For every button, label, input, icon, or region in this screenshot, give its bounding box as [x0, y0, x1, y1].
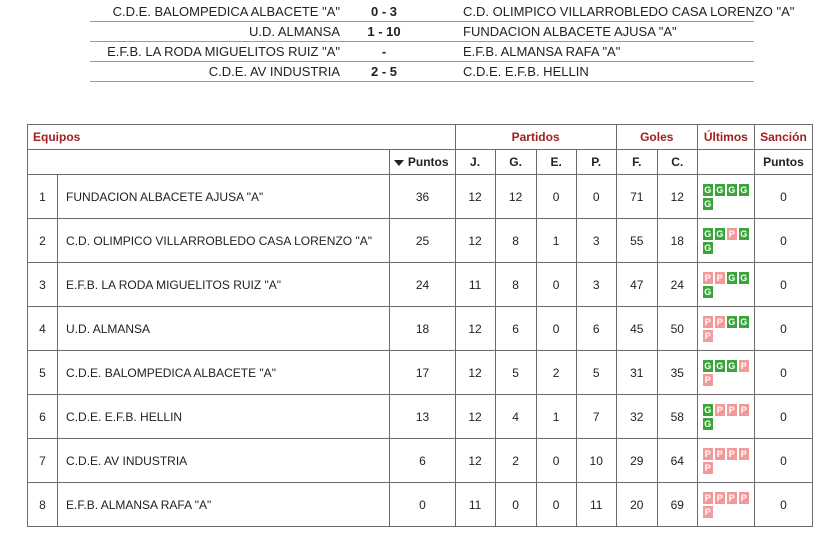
stat-p-cell: 10: [576, 439, 616, 483]
stat-j-cell: 11: [455, 483, 495, 527]
table-row: [28, 483, 813, 527]
result-badge[interactable]: G: [704, 404, 712, 415]
stat-c-cell: 24: [657, 263, 697, 307]
header-ultimos: Últimos: [697, 125, 754, 150]
header-row-columns: [28, 150, 813, 175]
last-results-cell: [697, 395, 754, 439]
stat-g-cell: 2: [495, 439, 536, 483]
header-puntos-label: Puntos: [407, 155, 449, 169]
result-badge[interactable]: P: [704, 316, 711, 327]
stat-f-cell: 32: [616, 395, 657, 439]
team-name-link[interactable]: U.D. ALMANSA: [58, 307, 390, 351]
header-e[interactable]: E.: [536, 150, 576, 175]
team-name-link[interactable]: C.D. OLIMPICO VILLARROBLEDO CASA LORENZO "A": [58, 219, 390, 263]
result-row: [90, 62, 754, 82]
stat-e-cell: 1: [536, 395, 576, 439]
result-away-team[interactable]: C.D. OLIMPICO VILLARROBLEDO CASA LORENZO "A": [463, 4, 795, 19]
result-badge[interactable]: P: [716, 448, 723, 459]
result-badge[interactable]: G: [704, 242, 712, 253]
result-badge[interactable]: P: [704, 272, 711, 283]
position-cell: 6: [28, 395, 58, 439]
result-row: [90, 2, 795, 22]
stat-e-cell: 1: [536, 219, 576, 263]
result-score[interactable]: -: [381, 44, 387, 59]
stat-f-cell: 31: [616, 351, 657, 395]
result-badge[interactable]: P: [716, 316, 723, 327]
result-badge[interactable]: G: [728, 360, 736, 371]
result-badge[interactable]: G: [716, 360, 724, 371]
stat-pts-cell: 36: [390, 175, 455, 219]
result-home-team[interactable]: U.D. ALMANSA: [248, 24, 340, 39]
stat-pts-cell: 17: [390, 351, 455, 395]
stat-e-cell: 0: [536, 483, 576, 527]
stat-g-cell: 4: [495, 395, 536, 439]
stat-f-cell: 47: [616, 263, 657, 307]
table-row: [28, 307, 813, 351]
last-results-cell: [697, 175, 754, 219]
sancion-cell: 0: [754, 351, 812, 395]
header-partidos: Partidos: [455, 125, 616, 150]
stat-c-cell: 35: [657, 351, 697, 395]
stat-g-cell: 6: [495, 307, 536, 351]
result-score[interactable]: 2 - 5: [370, 64, 397, 79]
stat-e-cell: 0: [536, 307, 576, 351]
stat-f-cell: 55: [616, 219, 657, 263]
header-sancion: Sanción: [754, 125, 812, 150]
stat-p-cell: 7: [576, 395, 616, 439]
result-home-team[interactable]: C.D.E. BALOMPEDICA ALBACETE "A": [112, 4, 340, 19]
result-badge[interactable]: G: [740, 184, 748, 195]
position-cell: 5: [28, 351, 58, 395]
result-away-team[interactable]: E.F.B. ALMANSA RAFA "A": [463, 44, 621, 59]
last-results-cell: [697, 307, 754, 351]
result-badge[interactable]: P: [728, 492, 735, 503]
stat-pts-cell: 18: [390, 307, 455, 351]
result-badge[interactable]: P: [716, 272, 723, 283]
stat-g-cell: 8: [495, 263, 536, 307]
sancion-cell: 0: [754, 483, 812, 527]
stat-g-cell: 0: [495, 483, 536, 527]
stat-e-cell: 0: [536, 175, 576, 219]
result-badge[interactable]: P: [728, 404, 735, 415]
stat-j-cell: 11: [455, 263, 495, 307]
result-home-team[interactable]: C.D.E. AV INDUSTRIA: [208, 64, 340, 79]
table-row: [28, 263, 813, 307]
standings-table: [27, 124, 813, 527]
stat-f-cell: 29: [616, 439, 657, 483]
header-equipos: Equipos: [28, 125, 456, 150]
position-cell: 4: [28, 307, 58, 351]
result-badge[interactable]: G: [740, 316, 748, 327]
result-badge[interactable]: P: [740, 404, 747, 415]
stat-f-cell: 20: [616, 483, 657, 527]
result-badge[interactable]: P: [704, 462, 711, 473]
last-results-cell: [697, 483, 754, 527]
sancion-cell: 0: [754, 175, 812, 219]
header-blank: [28, 150, 390, 175]
stat-e-cell: 0: [536, 439, 576, 483]
header-p[interactable]: P.: [576, 150, 616, 175]
result-score[interactable]: 0 - 3: [370, 4, 397, 19]
stat-pts-cell: 0: [390, 483, 455, 527]
result-badge[interactable]: P: [716, 492, 723, 503]
stat-e-cell: 0: [536, 263, 576, 307]
stat-p-cell: 3: [576, 263, 616, 307]
stat-c-cell: 18: [657, 219, 697, 263]
stat-j-cell: 12: [455, 307, 495, 351]
stat-c-cell: 50: [657, 307, 697, 351]
team-name-link[interactable]: E.F.B. LA RODA MIGUELITOS RUIZ "A": [58, 263, 390, 307]
table-row: [28, 351, 813, 395]
table-row: [28, 395, 813, 439]
result-badge[interactable]: P: [728, 228, 735, 239]
last-results-cell: [697, 351, 754, 395]
stat-pts-cell: 6: [390, 439, 455, 483]
result-badge[interactable]: P: [740, 360, 747, 371]
sancion-cell: 0: [754, 219, 812, 263]
result-badge[interactable]: P: [716, 404, 723, 415]
team-name-link[interactable]: C.D.E. AV INDUSTRIA: [58, 439, 390, 483]
result-row: [90, 42, 754, 62]
result-score[interactable]: 1 - 10: [367, 24, 401, 39]
result-badge[interactable]: P: [704, 506, 711, 517]
result-home-team[interactable]: E.F.B. LA RODA MIGUELITOS RUIZ "A": [107, 44, 340, 59]
stat-e-cell: 2: [536, 351, 576, 395]
team-name-link[interactable]: C.D.E. E.F.B. HELLIN: [58, 395, 390, 439]
result-badge[interactable]: G: [704, 286, 712, 297]
position-cell: 7: [28, 439, 58, 483]
result-badge[interactable]: G: [704, 184, 712, 195]
result-badge[interactable]: P: [704, 448, 711, 459]
stat-f-cell: 45: [616, 307, 657, 351]
stat-p-cell: 0: [576, 175, 616, 219]
standings-body: [28, 175, 813, 527]
position-cell: 2: [28, 219, 58, 263]
position-cell: 8: [28, 483, 58, 527]
result-badge[interactable]: G: [716, 184, 724, 195]
result-badge[interactable]: P: [728, 448, 735, 459]
header-j[interactable]: J.: [455, 150, 495, 175]
stat-j-cell: 12: [455, 439, 495, 483]
table-row: [28, 175, 813, 219]
stat-p-cell: 3: [576, 219, 616, 263]
sort-puntos-header[interactable]: [390, 150, 455, 175]
stat-g-cell: 5: [495, 351, 536, 395]
sancion-cell: 0: [754, 439, 812, 483]
position-cell: 1: [28, 175, 58, 219]
result-badge[interactable]: P: [704, 492, 711, 503]
stat-pts-cell: 13: [390, 395, 455, 439]
sort-down-icon: [394, 160, 404, 166]
stat-p-cell: 5: [576, 351, 616, 395]
results-list: [90, 2, 795, 82]
header-goles: Goles: [616, 125, 697, 150]
result-badge[interactable]: G: [704, 418, 712, 429]
result-badge[interactable]: G: [728, 184, 736, 195]
stat-g-cell: 8: [495, 219, 536, 263]
team-name-link[interactable]: E.F.B. ALMANSA RAFA "A": [58, 483, 390, 527]
stat-p-cell: 6: [576, 307, 616, 351]
sancion-cell: 0: [754, 395, 812, 439]
table-row: [28, 219, 813, 263]
position-cell: 3: [28, 263, 58, 307]
result-badge[interactable]: G: [728, 316, 736, 327]
result-badge[interactable]: P: [704, 374, 711, 385]
result-away-team[interactable]: FUNDACION ALBACETE AJUSA "A": [463, 24, 677, 39]
result-badge[interactable]: G: [728, 272, 736, 283]
stat-j-cell: 12: [455, 219, 495, 263]
result-badge[interactable]: G: [704, 360, 712, 371]
last-results-cell: [697, 263, 754, 307]
result-badge[interactable]: G: [740, 228, 748, 239]
stat-c-cell: 69: [657, 483, 697, 527]
table-row: [28, 439, 813, 483]
stat-c-cell: 12: [657, 175, 697, 219]
header-row-groups: [28, 125, 813, 150]
last-results-cell: [697, 219, 754, 263]
result-badge[interactable]: P: [704, 330, 711, 341]
header-puntos-sancion: Puntos: [754, 150, 812, 175]
result-badge[interactable]: G: [716, 228, 724, 239]
result-badge[interactable]: G: [704, 228, 712, 239]
stat-pts-cell: 24: [390, 263, 455, 307]
stat-f-cell: 71: [616, 175, 657, 219]
result-row: [90, 22, 754, 42]
stat-g-cell: 12: [495, 175, 536, 219]
header-g[interactable]: G.: [495, 150, 536, 175]
result-badge[interactable]: G: [704, 198, 712, 209]
stat-j-cell: 12: [455, 395, 495, 439]
team-name-link[interactable]: FUNDACION ALBACETE AJUSA "A": [58, 175, 390, 219]
result-badge[interactable]: P: [740, 448, 747, 459]
stat-p-cell: 11: [576, 483, 616, 527]
sancion-cell: 0: [754, 263, 812, 307]
result-badge[interactable]: P: [740, 492, 747, 503]
last-results-cell: [697, 439, 754, 483]
result-badge[interactable]: G: [740, 272, 748, 283]
sancion-cell: 0: [754, 307, 812, 351]
team-name-link[interactable]: C.D.E. BALOMPEDICA ALBACETE "A": [58, 351, 390, 395]
header-ultimos-blank: [697, 150, 754, 175]
header-c[interactable]: C.: [657, 150, 697, 175]
stat-c-cell: 58: [657, 395, 697, 439]
stat-j-cell: 12: [455, 175, 495, 219]
stat-pts-cell: 25: [390, 219, 455, 263]
header-f[interactable]: F.: [616, 150, 657, 175]
stat-c-cell: 64: [657, 439, 697, 483]
result-away-team[interactable]: C.D.E. E.F.B. HELLIN: [463, 64, 589, 79]
stat-j-cell: 12: [455, 351, 495, 395]
